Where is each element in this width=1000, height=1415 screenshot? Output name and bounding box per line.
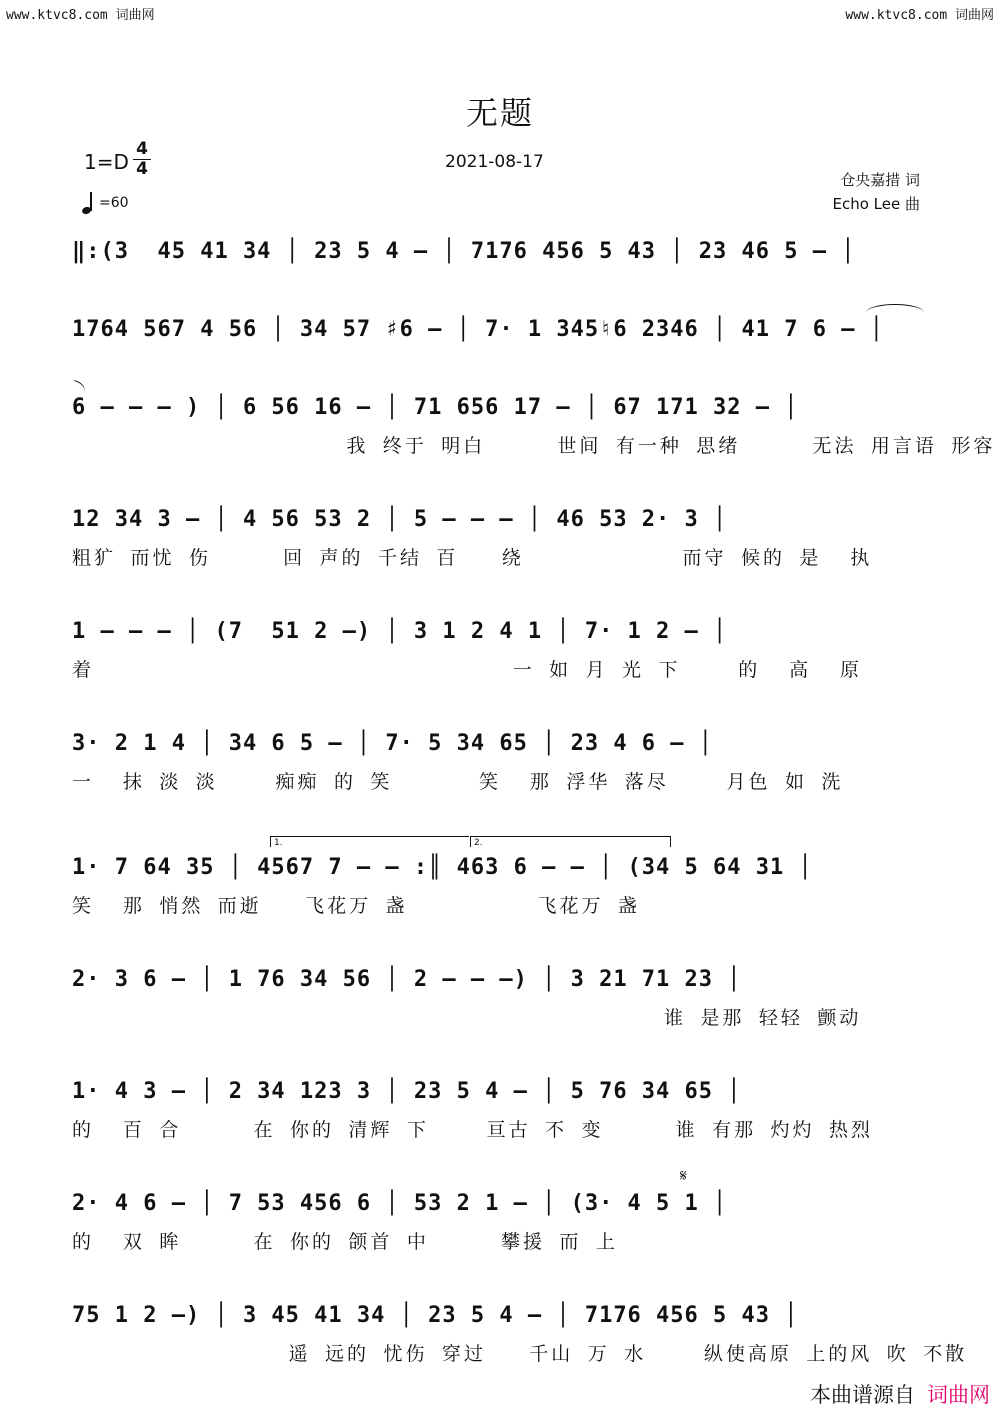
time-signature xyxy=(133,140,151,179)
notation-line: 6 – – – ) │ 6 56 16 – │ 71 656 17 – │ 67 171 32 – │ xyxy=(72,395,799,420)
score-system-4 xyxy=(0,500,1000,600)
lyrics-line: 粗犷 而忧 伤 回 声的 千结 百 绕 而守 候的 是 执 xyxy=(72,547,873,569)
score-system-3 xyxy=(0,388,1000,488)
date: 2021-08-17 xyxy=(445,152,544,172)
lyrics-line: 遥 远的 忧伤 穿过 千山 万 水 纵使高原 上的风 吹 不散 xyxy=(72,1343,968,1365)
lyricist: 仓央嘉措 词 xyxy=(840,171,920,189)
lyrics-line: 我 终于 明白 世间 有一种 思绪 无法 用言语 形容 xyxy=(72,435,996,457)
watermark-left: www.ktvc8.com 词曲网 xyxy=(6,8,155,23)
lyrics-line: 的 双 眸 在 你的 颌首 中 攀援 而 上 xyxy=(72,1231,618,1253)
time-signature-top: 4 xyxy=(133,140,151,160)
lyrics-line: 着 一 如 月 光 下 的 高 原 xyxy=(72,659,862,681)
score-system-5 xyxy=(0,612,1000,712)
notation-line: 12 34 3 – │ 4 56 53 2 │ 5 – – – │ 46 53 2· 3 │ xyxy=(72,507,728,532)
watermark-right: www.ktvc8.com 词曲网 xyxy=(845,8,994,23)
volta-second-ending: 2. xyxy=(470,836,671,847)
time-signature-bottom: 4 xyxy=(136,159,148,179)
source-footer xyxy=(810,1379,990,1409)
tie-mark xyxy=(866,304,924,321)
key-signature: 1=D xyxy=(84,150,129,174)
notation-line: 75 1 2 –) │ 3 45 41 34 │ 23 5 4 – │ 7176 456 5 43 │ xyxy=(72,1303,799,1328)
credits xyxy=(833,168,921,216)
notation-line: ‖:(3 45 41 34 │ 23 5 4 – │ 7176 456 5 43 │ 23 46 5 – │ xyxy=(72,239,856,264)
notation-line: 1· 7 64 35 │ 4567 7 – – :║ 463 6 – – │ (34 5 64 31 │ xyxy=(72,855,813,880)
composer: Echo Lee 曲 xyxy=(832,195,920,213)
notation-line: 1764 567 4 56 │ 34 57 ♯6 – │ 7· 1 345♮6 2346 │ 41 7 6 – │ xyxy=(72,317,884,342)
lyrics-line xyxy=(72,276,932,304)
song-title: 无题 xyxy=(465,94,534,132)
notation-line: 2· 3 6 – │ 1 76 34 56 │ 2 – – –) │ 3 21 71 23 │ xyxy=(72,967,742,992)
lyrics-line xyxy=(72,354,932,382)
volta-first-ending: 1. xyxy=(270,836,469,847)
notation-line: 3· 2 1 4 │ 34 6 5 – │ 7· 5 34 65 │ 23 4 6 – │ xyxy=(72,731,714,756)
footer-source-text: 本曲谱源自 xyxy=(810,1383,915,1407)
score-system-7 xyxy=(0,838,1000,948)
score-system-10 xyxy=(0,1166,1000,1284)
lyrics-line: 笑 那 悄然 而逝 飞花万 盏 飞花万 盏 xyxy=(72,895,640,917)
tempo-marking xyxy=(82,192,129,214)
score-system-8 xyxy=(0,960,1000,1060)
score-system-9 xyxy=(0,1072,1000,1172)
notation-line: 2· 4 6 – │ 7 53 456 6 │ 53 2 1 – │ (3· 4 5 1 │ xyxy=(72,1191,728,1216)
notation-line: 1· 4 3 – │ 2 34 123 3 │ 23 5 4 – │ 5 76 34 65 │ xyxy=(72,1079,742,1104)
lyrics-line: 谁 是那 轻轻 颤动 xyxy=(72,1007,862,1029)
segno-sign: 𝄋 xyxy=(680,1166,687,1185)
quarter-note-icon xyxy=(82,192,96,214)
lyrics-line: 一 抹 淡 淡 痴痴 的 笑 笑 那 浮华 落尽 月色 如 洗 xyxy=(72,771,844,793)
tempo-value: =60 xyxy=(99,195,129,211)
lyrics-line: 的 百 合 在 你的 清辉 下 亘古 不 变 谁 有那 灼灼 热烈 xyxy=(72,1119,873,1141)
footer-site-link[interactable]: 词曲网 xyxy=(927,1383,990,1407)
notation-line: 1 – – – │ (7 51 2 –) │ 3 1 2 4 1 │ 7· 1 2 – │ xyxy=(72,619,728,644)
score-system-6 xyxy=(0,724,1000,824)
